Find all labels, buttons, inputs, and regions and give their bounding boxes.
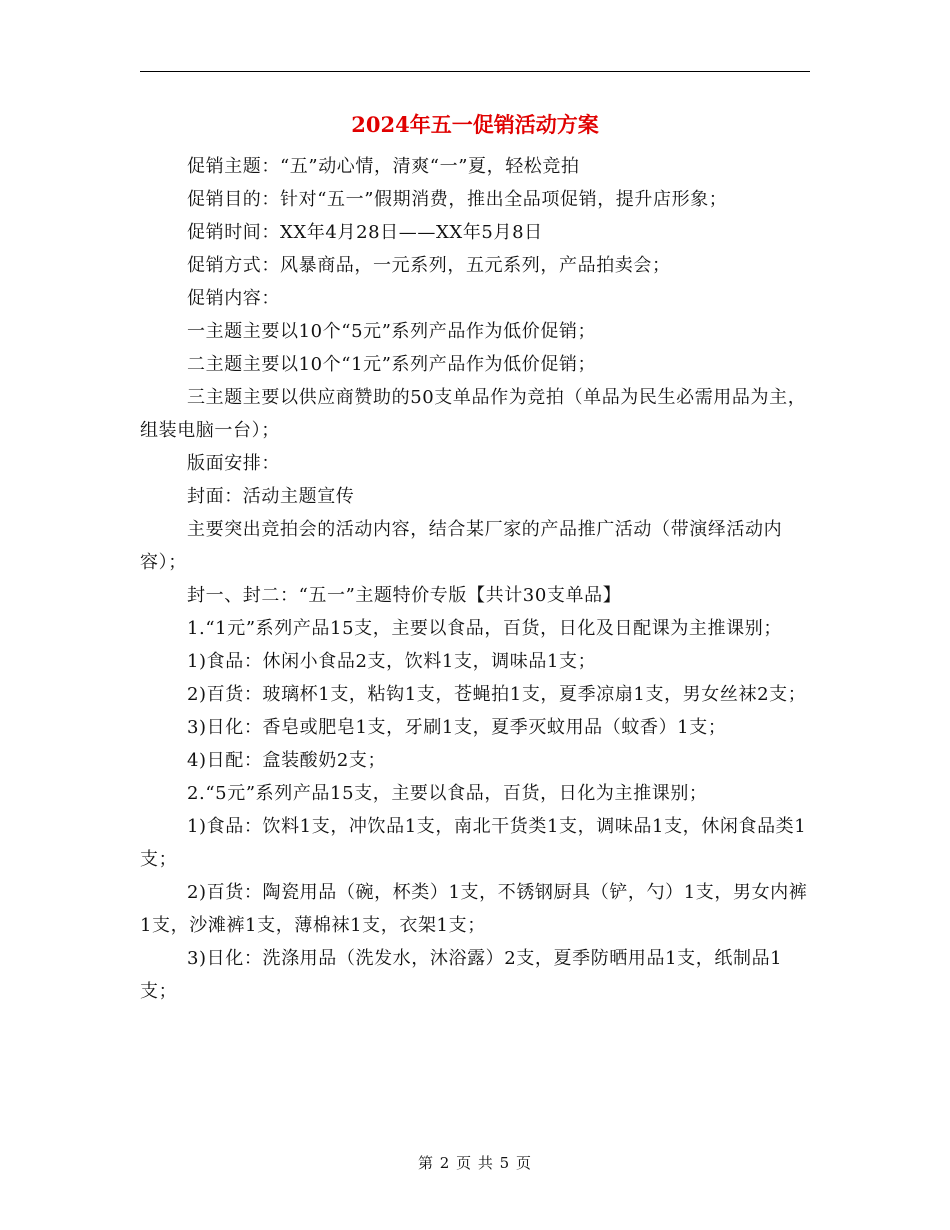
paragraph: 促销主题：“五”动心情，清爽“一”夏，轻松竞拍 — [187, 156, 580, 177]
paragraph: 3)日化：香皂或肥皂1支，牙刷1支，夏季灭蚊用品（蚊香）1支； — [187, 717, 727, 738]
paragraph: 4)日配：盒装酸奶2支； — [187, 750, 387, 771]
paragraph: 1)食品：休闲小食品2支，饮料1支，调味品1支； — [187, 651, 597, 672]
paragraph: 促销目的：针对“五一”假期消费，推出全品项促销，提升店形象； — [187, 189, 728, 210]
document-body — [140, 150, 812, 1008]
paragraph: 3)日化：洗涤用品（洗发水，沐浴露）2支，夏季防晒用品1支，纸制品1支； — [140, 948, 783, 1002]
paragraph: 三主题主要以供应商赞助的50支单品作为竞拍（单品为民生必需用品为主，组装电脑一台）； — [140, 387, 807, 441]
paragraph: 封面：活动主题宣传 — [187, 486, 355, 507]
document-title: 2024年五一促销活动方案 — [351, 112, 599, 137]
paragraph: 促销内容： — [187, 288, 280, 309]
paragraph: 2)百货：陶瓷用品（碗，杯类）1支，不锈钢厨具（铲，勺）1支，男女内裤1支，沙滩裤1支，薄棉袜1支，衣架1支； — [140, 882, 808, 936]
paragraph: 一主题主要以10个“5元”系列产品作为低价促销； — [187, 321, 597, 342]
header-rule — [140, 71, 810, 72]
paragraph: 1.“1元”系列产品15支，主要以食品，百货，日化及日配课为主推课别； — [187, 618, 782, 639]
paragraph: 2)百货：玻璃杯1支，粘钩1支，苍蝇拍1支，夏季凉扇1支，男女丝袜2支； — [187, 684, 807, 705]
page-number-footer: 第 2 页 共 5 页 — [418, 1154, 532, 1172]
paragraph: 2.“5元”系列产品15支，主要以食品，百货，日化为主推课别； — [187, 783, 708, 804]
paragraph: 二主题主要以10个“1元”系列产品作为低价促销； — [187, 354, 597, 375]
paragraph: 主要突出竞拍会的活动内容，结合某厂家的产品推广活动（带演绎活动内容）； — [140, 519, 783, 573]
paragraph: 促销方式：风暴商品，一元系列，五元系列，产品拍卖会； — [187, 255, 671, 276]
paragraph: 封一、封二：“五一”主题特价专版【共计30支单品】 — [187, 585, 622, 606]
paragraph: 促销时间：XX年4月28日——XX年5月8日 — [187, 222, 543, 243]
paragraph: 1)食品：饮料1支，冲饮品1支，南北干货类1支，调味品1支，休闲食品类1支； — [140, 816, 807, 870]
paragraph: 版面安排： — [187, 453, 280, 474]
